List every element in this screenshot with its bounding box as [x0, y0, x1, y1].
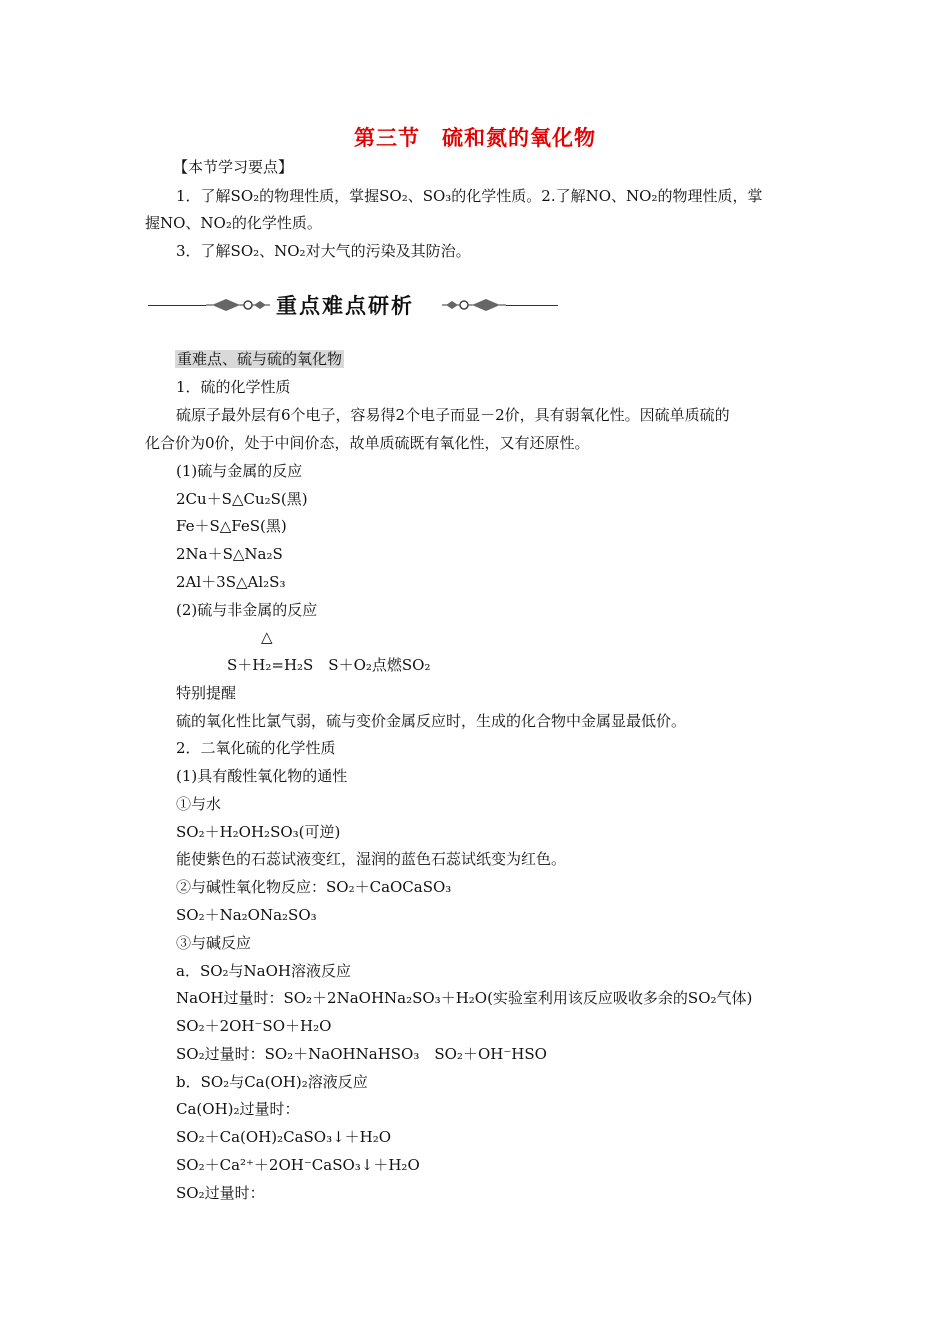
ornament-right-icon — [442, 298, 506, 312]
text-line: Ca(OH)₂过量时： — [176, 1100, 300, 1118]
equation-line: SO₂过量时：SO₂＋NaOHNaHSO₃ SO₂＋OH⁻HSO — [176, 1045, 547, 1063]
equation-line: ②与碱性氧化物反应：SO₂＋CaOCaSO₃ — [176, 878, 452, 896]
text-line: 化合价为0价，处于中间价态，故单质硫既有氧化性，又有还原性。 — [145, 434, 590, 452]
page-title: 第三节 硫和氮的氧化物 — [354, 126, 596, 150]
text-line: 1．硫的化学性质 — [176, 378, 291, 396]
banner-rule-left — [148, 305, 206, 306]
text-line: (2)硫与非金属的反应 — [176, 601, 318, 619]
equation-line: SO₂＋Na₂ONa₂SO₃ — [176, 906, 317, 924]
text-line: SO₂过量时： — [176, 1184, 265, 1202]
heat-symbol: △ — [261, 628, 273, 646]
objective-line-2: 3．了解SO₂、NO₂对大气的污染及其防治。 — [176, 242, 471, 260]
equation-line: Fe＋S△FeS(黑) — [176, 517, 287, 535]
equation-line: 2Na＋S△Na₂S — [176, 545, 283, 563]
text-line: 硫的氧化性比氯气弱，硫与变价金属反应时，生成的化合物中金属显最低价。 — [176, 712, 687, 730]
section-banner — [148, 290, 558, 320]
text-line: (1)具有酸性氧化物的通性 — [176, 767, 348, 785]
equation-line: SO₂＋Ca²⁺＋2OH⁻CaSO₃↓＋H₂O — [176, 1156, 420, 1174]
equation-line: SO₂＋H₂OH₂SO₃(可逆) — [176, 823, 341, 841]
objective-line-1b: 握NO、NO₂的化学性质。 — [145, 214, 322, 232]
equation-line: 2Al＋3S△Al₂S₃ — [176, 573, 286, 591]
text-line: 2．二氧化硫的化学性质 — [176, 739, 336, 757]
text-line: 特别提醒 — [176, 684, 237, 702]
text-line: a．SO₂与NaOH溶液反应 — [176, 962, 351, 980]
text-line: b．SO₂与Ca(OH)₂溶液反应 — [176, 1073, 368, 1091]
text-line: 硫原子最外层有6个电子，容易得2个电子而显－2价，具有弱氧化性。因硫单质硫的 — [176, 406, 730, 424]
banner-title: 重点难点研析 — [276, 294, 414, 318]
equation-line: S＋H₂=H₂S S＋O₂点燃SO₂ — [227, 656, 431, 674]
text-line: (1)硫与金属的反应 — [176, 462, 303, 480]
equation-line: NaOH过量时：SO₂＋2NaOHNa₂SO₃＋H₂O(实验室利用该反应吸收多余的SO₂气体) — [176, 989, 753, 1007]
objective-line-1a: 1．了解SO₂的物理性质，掌握SO₂、SO₃的化学性质。2.了解NO、NO₂的物理性质，掌 — [176, 187, 763, 205]
text-line: ③与碱反应 — [176, 934, 252, 952]
equation-line: SO₂＋2OH⁻SO＋H₂O — [176, 1017, 332, 1035]
equation-line: SO₂＋Ca(OH)₂CaSO₃↓＋H₂O — [176, 1128, 392, 1146]
equation-line: 2Cu＋S△Cu₂S(黑) — [176, 490, 308, 508]
text-line: 能使紫色的石蕊试液变红，湿润的蓝色石蕊试纸变为红色。 — [176, 850, 567, 868]
ornament-left-icon — [206, 298, 270, 312]
section-heading — [175, 349, 344, 369]
objectives-heading: 【本节学习要点】 — [173, 158, 294, 176]
text-line: ①与水 — [176, 795, 222, 813]
banner-rule-right — [506, 305, 558, 306]
section-heading-text: 重难点、硫与硫的氧化物 — [177, 350, 343, 368]
